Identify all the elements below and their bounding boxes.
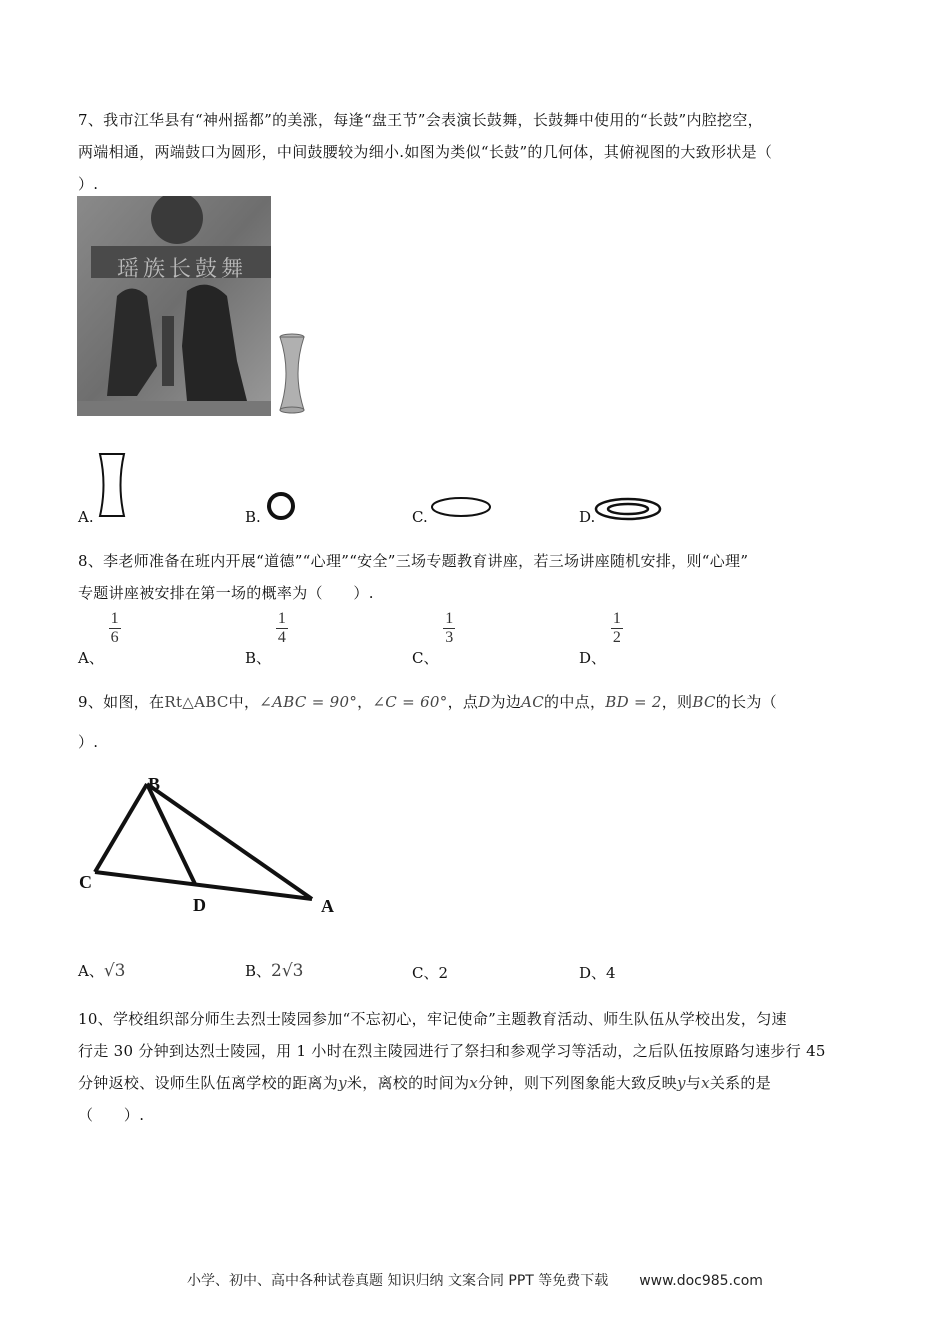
q7-option-c[interactable] [412, 508, 428, 526]
q9-bd-length: BD = 2 [605, 693, 662, 711]
q10-line-3-part-a: 分钟返校、设师生队伍离学校的距离为 [78, 1074, 339, 1092]
q9-mid-5: ，则 [661, 693, 693, 711]
q8-option-b-numerator: 1 [277, 610, 286, 627]
q7-line-1: 7、我市江华县有“神州摇都”的美涨，每逢“盘王节”会表演长鼓舞，长鼓舞中使用的“长鼓”内腔挖空， [78, 111, 763, 129]
q9-line-1 [78, 686, 878, 718]
q9-line-2: ）. [78, 733, 99, 751]
q7-option-b-circle-view [265, 490, 297, 522]
q8-option-d-fraction [611, 610, 623, 647]
q8-option-a-numerator: 1 [110, 610, 119, 627]
q9-option-a-value: √3 [103, 961, 126, 981]
q8-option-b-denominator: 4 [277, 629, 286, 646]
q8-option-d[interactable] [579, 610, 623, 667]
q9-point-d: D [478, 693, 491, 711]
q9-option-b[interactable] [245, 960, 304, 981]
q9-suffix: 的长为（ [715, 693, 777, 711]
q10-var-x-2: x [701, 1074, 710, 1092]
q7-option-d-concentric-ellipses-view [594, 496, 662, 522]
q7-option-d-label: D. [579, 508, 596, 526]
q9-option-b-value: 2√3 [271, 961, 304, 981]
q9-option-c[interactable] [412, 962, 448, 983]
q9-triangle-figure [75, 774, 345, 924]
q10-var-y-1: y [338, 1074, 347, 1092]
q8-option-c-numerator: 1 [445, 610, 454, 627]
page-footer [0, 1270, 950, 1290]
q9-option-b-label: B、 [245, 962, 272, 980]
q8-option-a-denominator: 6 [110, 629, 119, 646]
q9-option-c-value: 2 [438, 964, 449, 982]
q9-option-d[interactable] [579, 962, 616, 983]
q8-option-d-denominator: 2 [612, 629, 621, 646]
q10-var-y-2: y [676, 1074, 686, 1092]
q9-mid-3: 为边 [490, 693, 522, 711]
q10-line-3 [78, 1067, 878, 1099]
q10-line-2: 行走 30 分钟到达烈士陵园，用 1 小时在烈主陵园进行了祭扫和参观学习等活动，之后队伍按原路匀速步行 45 [78, 1042, 826, 1060]
footer-text: 小学、初中、高中各种试卷真题 知识归纳 文案合同 PPT 等免费下载 [187, 1273, 609, 1289]
q8-option-d-numerator: 1 [612, 610, 621, 627]
q9-option-d-value: 4 [606, 964, 616, 982]
q9-angle-c: ∠C = 60° [372, 693, 448, 711]
q10-line-3-part-e: 关系的是 [709, 1074, 772, 1092]
q9-angle-abc: ∠ABC = 90° [259, 693, 358, 711]
q8-option-c-label: C、 [412, 648, 439, 667]
q8-option-a-fraction [109, 610, 121, 647]
drum-solid-figure [277, 333, 307, 415]
q7-option-d[interactable] [579, 508, 595, 526]
question-7-text [78, 104, 878, 200]
q9-mid-4: 的中点， [544, 693, 606, 711]
q7-option-a-label: A. [78, 508, 94, 526]
q8-option-d-label: D、 [579, 648, 607, 667]
q9-vertex-a-label: A [321, 896, 334, 916]
question-9-text [78, 686, 878, 758]
q7-option-a-drum-front-view [97, 452, 127, 518]
q7-option-a[interactable] [78, 508, 94, 526]
q7-option-b[interactable] [245, 508, 261, 526]
q8-option-a-label: A、 [78, 648, 104, 667]
q9-side-bc: BC [692, 693, 716, 711]
q9-mid-2: ，点 [447, 693, 479, 711]
q9-option-a[interactable] [78, 960, 126, 981]
q8-option-b[interactable] [245, 610, 288, 667]
q9-point-d-label: D [193, 895, 206, 915]
question-8-text [78, 545, 878, 609]
q9-sep: ， [357, 693, 373, 711]
question-10-text [78, 1003, 878, 1131]
q7-line-2: 两端相通，两端鼓口为圆形，中间鼓腰较为细小.如图为类似“长鼓”的几何体，其俯视图的大致形状是（ [78, 143, 773, 161]
q10-line-3-part-d: 与 [685, 1074, 702, 1092]
q10-line-4: （ ）. [78, 1106, 145, 1124]
q8-line-1: 8、李老师准备在班内开展“道德”“心理”“安全”三场专题教育讲座，若三场讲座随机安排，则“心理” [78, 552, 749, 570]
q7-option-c-ellipse-view [430, 496, 492, 518]
q9-vertex-b-label: B [148, 774, 161, 794]
q9-triangle-name: Rt△ABC [164, 693, 229, 711]
q9-option-c-label: C、 [412, 964, 439, 982]
q8-option-c-fraction [443, 610, 455, 647]
q9-side-ac: AC [521, 693, 545, 711]
q8-option-b-fraction [276, 610, 288, 647]
q9-vertex-c-label: C [79, 872, 92, 892]
q8-option-b-label: B、 [245, 648, 272, 667]
q7-option-c-label: C. [412, 508, 428, 526]
photo-caption: 瑶族长鼓舞 [116, 257, 247, 282]
q10-line-3-part-b: 米，离校的时间为 [346, 1074, 470, 1092]
long-drum-dance-photo [77, 196, 271, 416]
q10-line-3-part-c: 分钟，则下列图象能大致反映 [478, 1074, 677, 1092]
q9-option-d-label: D、 [579, 964, 607, 982]
q7-option-b-label: B. [245, 508, 261, 526]
q8-option-c-denominator: 3 [445, 629, 454, 646]
q9-mid-1: 中， [228, 693, 260, 711]
q7-line-3: ）. [78, 175, 99, 193]
q8-line-2: 专题讲座被安排在第一场的概率为（ ）. [78, 584, 374, 602]
footer-site-link[interactable]: www.doc985.com [639, 1273, 763, 1289]
q9-option-a-label: A、 [78, 962, 104, 980]
q10-line-1: 10、学校组织部分师生去烈士陵园参加“不忘初心，牢记使命”主题教育活动、师生队伍从学校出发，匀速 [78, 1010, 787, 1028]
q8-option-c[interactable] [412, 610, 455, 667]
q8-option-a[interactable] [78, 610, 121, 667]
q9-prefix: 9、如图，在 [78, 693, 165, 711]
q10-var-x-1: x [469, 1074, 479, 1092]
